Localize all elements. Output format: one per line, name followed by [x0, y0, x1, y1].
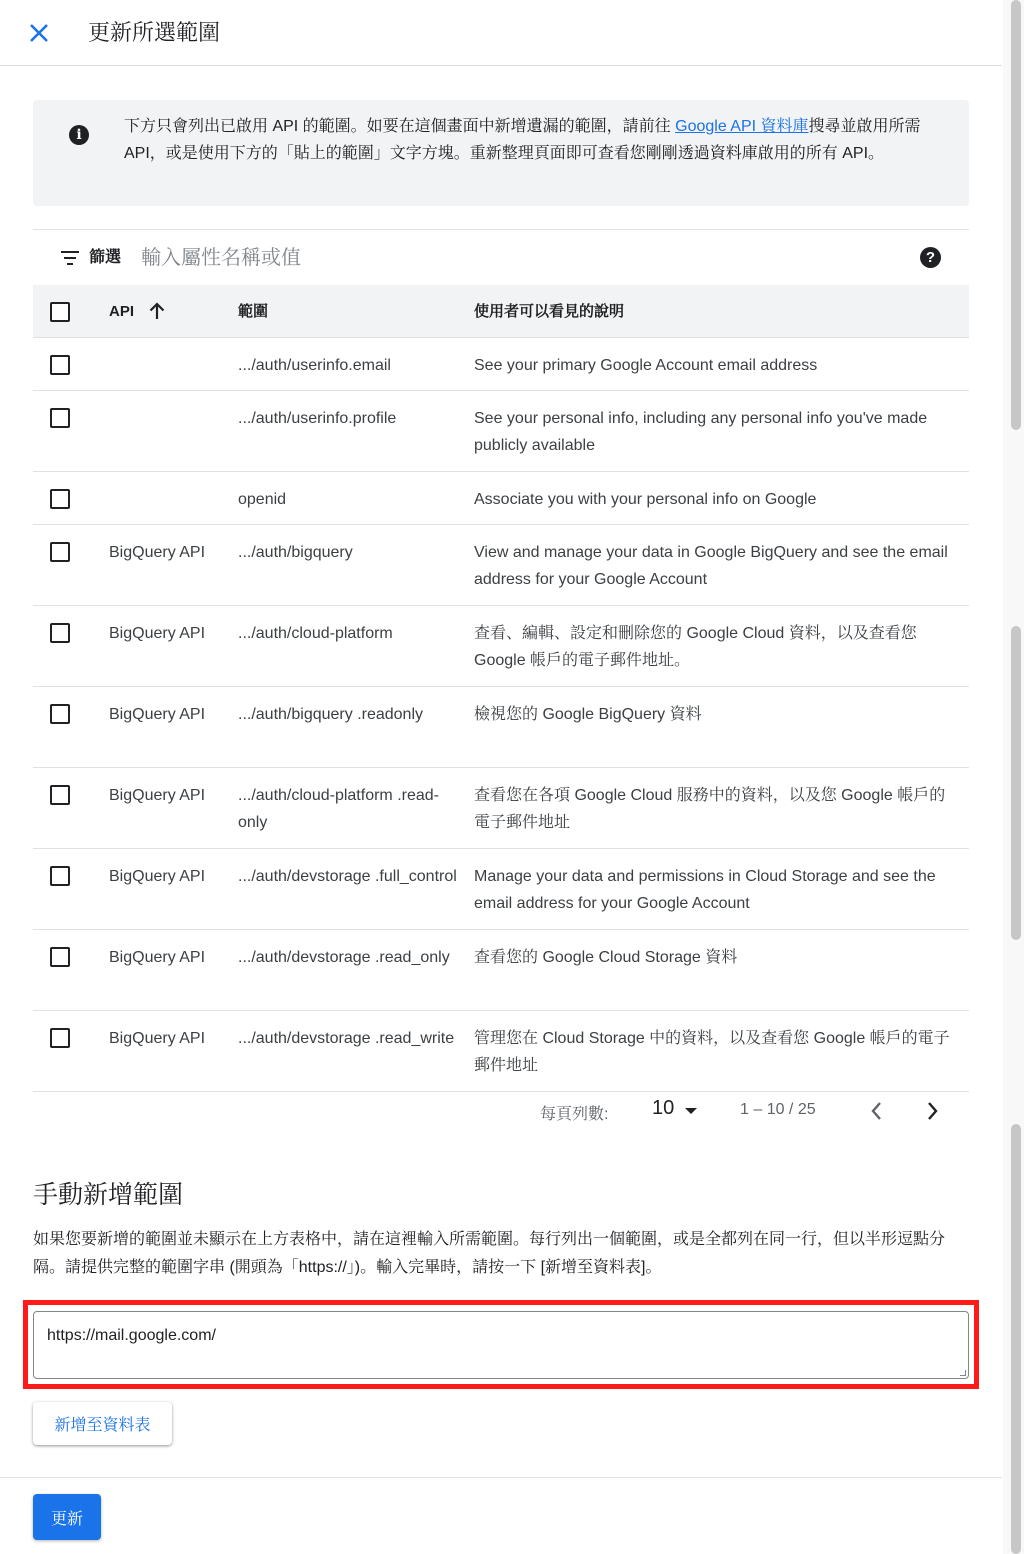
- row-scope: .../auth/devstorage .full_control: [238, 868, 457, 885]
- notice-text: [124, 113, 944, 167]
- row-description: 管理您在 Cloud Storage 中的資料，以及查看您 Google 帳戶的電子郵件地址: [474, 1030, 950, 1074]
- rows-per-page-label: 每頁列數:: [540, 1106, 609, 1123]
- row-api: BigQuery API: [109, 787, 206, 804]
- filter-input[interactable]: [141, 242, 901, 274]
- close-button[interactable]: [24, 18, 54, 48]
- scrollbar-thumb[interactable]: [1011, 1124, 1021, 1554]
- row-scope: .../auth/devstorage .read_write: [238, 1030, 455, 1047]
- row-description: 查看您在各項 Google Cloud 服務中的資料，以及您 Google 帳戶的電子郵件地址: [474, 787, 946, 831]
- row-checkbox[interactable]: [50, 542, 70, 562]
- row-description: 查看、編輯、設定和刪除您的 Google Cloud 資料，以及查看您 Google 帳戶的電子郵件地址。: [474, 625, 917, 669]
- update-button[interactable]: 更新: [33, 1494, 101, 1540]
- row-description: View and manage your data in Google BigQuery and see the email address for your Google Account: [474, 544, 948, 588]
- arrow-up-icon[interactable]: [147, 301, 167, 321]
- table-row: [33, 606, 969, 687]
- row-scope: .../auth/bigquery: [238, 544, 353, 561]
- column-header-description: 使用者可以看見的說明: [474, 303, 625, 320]
- select-all-checkbox[interactable]: [50, 302, 70, 322]
- scopes-table: [33, 285, 969, 1092]
- caret-down-icon[interactable]: [685, 1108, 697, 1114]
- row-checkbox[interactable]: [50, 866, 70, 886]
- row-api: BigQuery API: [109, 868, 206, 885]
- filter-label: 篩選: [89, 249, 122, 266]
- row-scope: .../auth/bigquery .readonly: [238, 706, 424, 723]
- scrollbar-thumb[interactable]: [1011, 626, 1021, 940]
- row-description: 檢視您的 Google BigQuery 資料: [474, 706, 702, 723]
- row-api: BigQuery API: [109, 544, 206, 561]
- table-row: [33, 472, 969, 525]
- chevron-right-icon[interactable]: [920, 1098, 944, 1124]
- row-api: BigQuery API: [109, 1030, 206, 1047]
- row-checkbox[interactable]: [50, 355, 70, 375]
- info-notice: [33, 100, 969, 206]
- row-api: BigQuery API: [109, 625, 206, 642]
- table-row: [33, 687, 969, 768]
- table-row: [33, 1011, 969, 1092]
- table-row: [33, 391, 969, 472]
- row-checkbox[interactable]: [50, 947, 70, 967]
- table-row: [33, 930, 969, 1011]
- row-scope: .../auth/cloud-platform: [238, 625, 393, 642]
- scrollbar-thumb[interactable]: [1011, 0, 1021, 430]
- notice-text-before: 下方只會列出已啟用 API 的範圍。如要在這個畫面中新增遺漏的範圍，請前往: [124, 118, 676, 135]
- row-scope: .../auth/cloud-platform .read-only: [238, 787, 439, 831]
- row-checkbox[interactable]: [50, 623, 70, 643]
- row-checkbox[interactable]: [50, 704, 70, 724]
- row-checkbox[interactable]: [50, 785, 70, 805]
- row-description: See your personal info, including any personal info you've made publicly available: [474, 410, 928, 454]
- table-row: [33, 768, 969, 849]
- column-header-api[interactable]: API: [109, 303, 135, 320]
- row-checkbox[interactable]: [50, 1028, 70, 1048]
- row-checkbox[interactable]: [50, 489, 70, 509]
- chevron-left-icon[interactable]: [865, 1098, 889, 1124]
- row-scope: .../auth/userinfo.email: [238, 357, 391, 374]
- row-scope: .../auth/userinfo.profile: [238, 410, 397, 427]
- help-icon[interactable]: ?: [920, 247, 941, 268]
- table-row: [33, 849, 969, 930]
- row-description: Manage your data and permissions in Cloud Storage and see the email address for your Google Account: [474, 868, 936, 912]
- row-checkbox[interactable]: [50, 408, 70, 428]
- info-icon: i: [69, 125, 89, 145]
- column-header-scope: 範圍: [238, 303, 269, 320]
- row-scope: openid: [238, 491, 287, 508]
- row-scope: .../auth/devstorage .read_only: [238, 949, 450, 966]
- table-row: [33, 338, 969, 391]
- footer-divider: [0, 1477, 1002, 1478]
- pagination-range: 1 – 10 / 25: [740, 1101, 816, 1118]
- manual-section-description: 如果您要新增的範圍並未顯示在上方表格中，請在這裡輸入所需範圍。每行列出一個範圍，或是全都列在同一行，但以半形逗點分隔。請提供完整的範圍字串 (開頭為「https://」)。輸入完畢時，請按一下 [新增至資料表]。: [33, 1231, 946, 1276]
- page-title: 更新所選範圍: [88, 20, 221, 45]
- manual-scope-input[interactable]: [33, 1311, 969, 1379]
- row-description: 查看您的 Google Cloud Storage 資料: [474, 949, 738, 966]
- rows-per-page-select[interactable]: 10: [652, 1097, 675, 1119]
- row-description: See your primary Google Account email address: [474, 357, 818, 374]
- dialog-header: [0, 0, 1002, 66]
- api-library-link[interactable]: Google API 資料庫: [675, 118, 809, 135]
- row-api: BigQuery API: [109, 706, 206, 723]
- pagination: [33, 1090, 969, 1134]
- row-description: Associate you with your personal info on Google: [474, 491, 817, 508]
- filter-bar: [33, 229, 969, 285]
- close-icon: [28, 22, 50, 44]
- add-to-table-button[interactable]: 新增至資料表: [33, 1402, 172, 1445]
- table-row: [33, 525, 969, 606]
- table-header: [33, 285, 969, 338]
- manual-section-title: 手動新增範圍: [33, 1181, 184, 1209]
- notice-text-after: 搜尋並啟用所需 API，或是使用下方的「貼上的範圍」文字方塊。重新整理頁面即可查看您剛剛透過資料庫啟用的所有 API。: [124, 118, 921, 162]
- row-api: BigQuery API: [109, 949, 206, 966]
- filter-icon[interactable]: [61, 251, 79, 265]
- resize-handle-icon[interactable]: [960, 1370, 966, 1376]
